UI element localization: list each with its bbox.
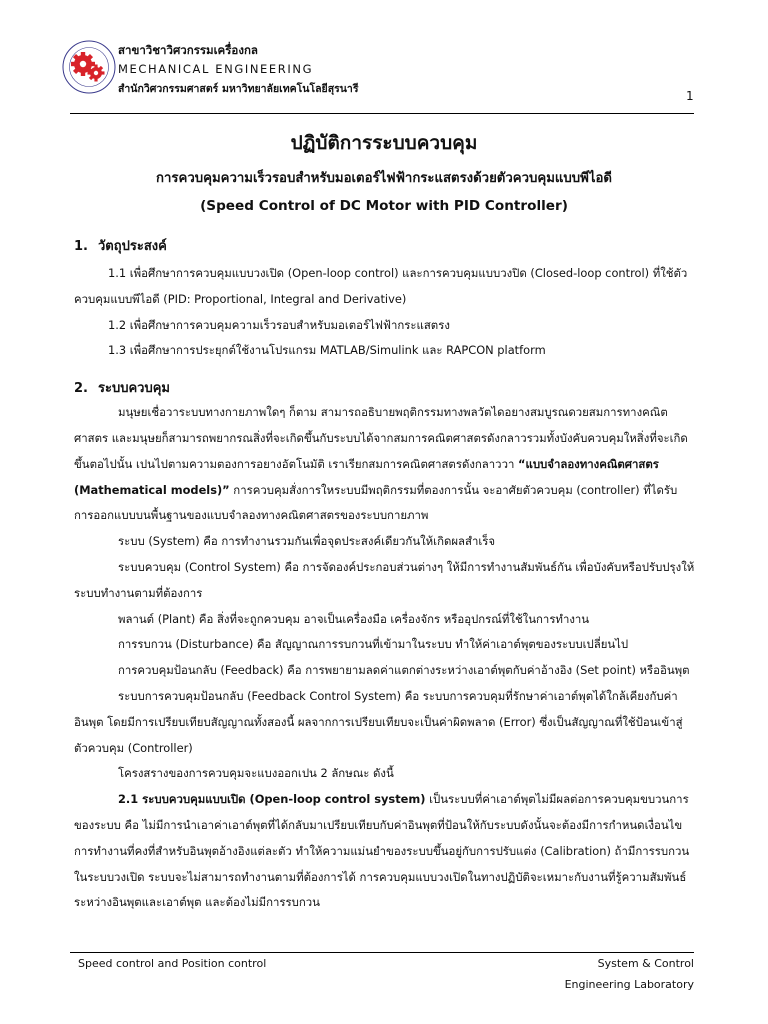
section-title: วัตถุประสงค์ bbox=[98, 239, 167, 254]
bold-term: “แบบจำลองทางคณิตศาสตร (Mathematical models)” bbox=[74, 456, 659, 497]
subsection-paragraph bbox=[74, 787, 696, 916]
footer-divider bbox=[70, 952, 694, 953]
body-paragraph bbox=[74, 400, 696, 529]
section-heading bbox=[74, 378, 696, 400]
document-subtitle: การควบคุมความเร็วรอบสำหรับมอเตอร์ไฟฟ้ากระแสตรงด้วยตัวควบคุมแบบพีไอดี bbox=[156, 171, 612, 186]
document-body bbox=[74, 236, 696, 916]
definition-paragraph: ระบบการควบคุมป้อนกลับ (Feedback Control System) คือ ระบบการควบคุมที่รักษาค่าเอาต์พุตได้ใกล้เคียงกับค่าอินพุต โดยมีการเปรียบเทียบสัญญาณทั้งสองนี้ ผลจากการเปรียบเทียบจะเป็นค่าผิดพลาด (Error) ซึ่งเป็นสัญญาณที่ใช้ป้อนเข้าสู่ตัวควบคุม (Controller) bbox=[74, 688, 683, 755]
section-heading bbox=[74, 236, 696, 258]
department-thai: สาขาวิชาวิศวกรรมเครื่องกล bbox=[118, 43, 258, 57]
header-divider bbox=[70, 113, 694, 114]
definition-paragraph: ระบบควบคุม (Control System) คือ การจัดองค์ประกอบส่วนต่างๆ ให้มีการทำงานสัมพันธ์กัน เพื่อบังคับหรือปรับปรุงให้ระบบทำงานตามที่ต้องการ bbox=[74, 559, 695, 600]
paragraph-text: มนุษยเชื่อวาระบบทางกายภาพใดๆ ก็ตาม สามารถอธิบายพฤติกรรมทางพลวัตไดอยางสมบูรณดวยสมการทางคณิตศาสตร และมนุษยก็สามารถพยากรณสิ่งที่จะเกิดขึ้นกับระบบได้จากสมการคณิตศาสตรดังกลาวรวมทั้งบังคับควบคุมใหสิ่งที่จะเกิดขึ้นตอไปนั้น เปนไปตามความตองการอยางอัตโนมัติ เราเรียกสมการคณิตศาสตรดังกลาววา bbox=[74, 405, 688, 471]
footer-right-line2: Engineering Laboratory bbox=[564, 978, 694, 991]
definition-paragraph: การรบกวน (Disturbance) คือ สัญญาณการรบกวนที่เข้ามาในระบบ ทำให้ค่าเอาต์พุตของระบบเปลี่ยนไป bbox=[118, 637, 629, 652]
document-title-english: (Speed Control of DC Motor with PID Controller) bbox=[200, 198, 568, 214]
definition-paragraph: ระบบ (System) คือ การทำงานรวมกันเพื่อจุดประสงค์เดียวกันให้เกิดผลสำเร็จ bbox=[118, 534, 496, 549]
document-title: ปฏิบัติการระบบควบคุม bbox=[290, 132, 478, 154]
page-number: 1 bbox=[686, 89, 694, 103]
footer-left-text: Speed control and Position control bbox=[78, 957, 267, 970]
section-number: 1. bbox=[74, 239, 88, 254]
footer-right-line1: System & Control bbox=[597, 957, 694, 970]
definition-paragraph: พลานต์ (Plant) คือ สิ่งที่จะถูกควบคุม อาจเป็นเครื่องมือ เครื่องจักร หรืออุปกรณ์ที่ใช้ในการทำงาน bbox=[118, 611, 590, 626]
header-text-block bbox=[118, 43, 358, 97]
objective-item: 1.1 เพื่อศึกษาการควบคุมแบบวงเปิด (Open-loop control) และการควบคุมแบบวงปิด (Closed-loop control) ที่ใช้ตัวควบคุมแบบพีไอดี (PID: Proportional, Integral and Derivative) bbox=[74, 266, 688, 306]
body-paragraph: โครงสรางของการควบคุมจะแบงออกเปน 2 ลักษณะ ดังนี้ bbox=[118, 766, 394, 781]
institute-name: สำนักวิศวกรรมศาสตร์ มหาวิทยาลัยเทคโนโลยีสุรนารี bbox=[118, 83, 359, 95]
paragraph-text: เป็นระบบที่ค่าเอาต์พุตไม่มีผลต่อการควบคุมขบวนการของระบบ คือ ไม่มีการนำเอาค่าเอาต์พุตที่ได้กลับมาเปรียบเทียบกับค่าอินพุตที่ป้อนให้กับระบบดังนั้นจะต้องมีการกำหนดเงื่อนไขการทำงานที่คงที่สำหรับอินพุตอ้างอิงแต่ละตัว ทำให้ความแม่นยำของระบบขึ้นอยู่กับการปรับแต่ง (Calibration) ถ้ามีการรบกวนในระบบวงเปิด ระบบจะไม่สามารถทำงานตามที่ต้องการได้ การควบคุมแบบวงเปิดในทางปฏิบัติจะเหมาะกับงานที่รู้ความสัมพันธ์ระหว่างอินพุตและเอาต์พุต และต้องไม่มีการรบกวน bbox=[74, 792, 690, 910]
section-number: 2. bbox=[74, 381, 88, 397]
objective-item: 1.2 เพื่อศึกษาการควบคุมความเร็วรอบสำหรับมอเตอร์ไฟฟ้ากระแสตรง bbox=[108, 317, 450, 332]
section-title: ระบบควบคุม bbox=[98, 381, 170, 397]
subsection-heading: 2.1 ระบบควบคุมแบบเปิด (Open-loop control system) bbox=[118, 792, 426, 807]
department-english: MECHANICAL ENGINEERING bbox=[118, 62, 314, 76]
paragraph-text: การควบคุมสั่งการใหระบบมีพฤติกรรมที่ตองการนั้น จะอาศัยตัวควบคุม (controller) ที่ไดรับการออกแบบบนพื้นฐานของแบบจำลองทางคณิตศาสตรของระบบกายภาพ bbox=[74, 482, 678, 523]
objective-item: 1.3 เพื่อศึกษาการประยุกต์ใช้งานโปรแกรม MATLAB/Simulink และ RAPCON platform bbox=[108, 343, 546, 358]
gear-logo-icon bbox=[62, 40, 116, 94]
definition-paragraph: การควบคุมป้อนกลับ (Feedback) คือ การพยายามลดค่าแตกต่างระหว่างเอาต์พุตกับค่าอ้างอิง (Set point) หรืออินพุต bbox=[118, 663, 690, 678]
